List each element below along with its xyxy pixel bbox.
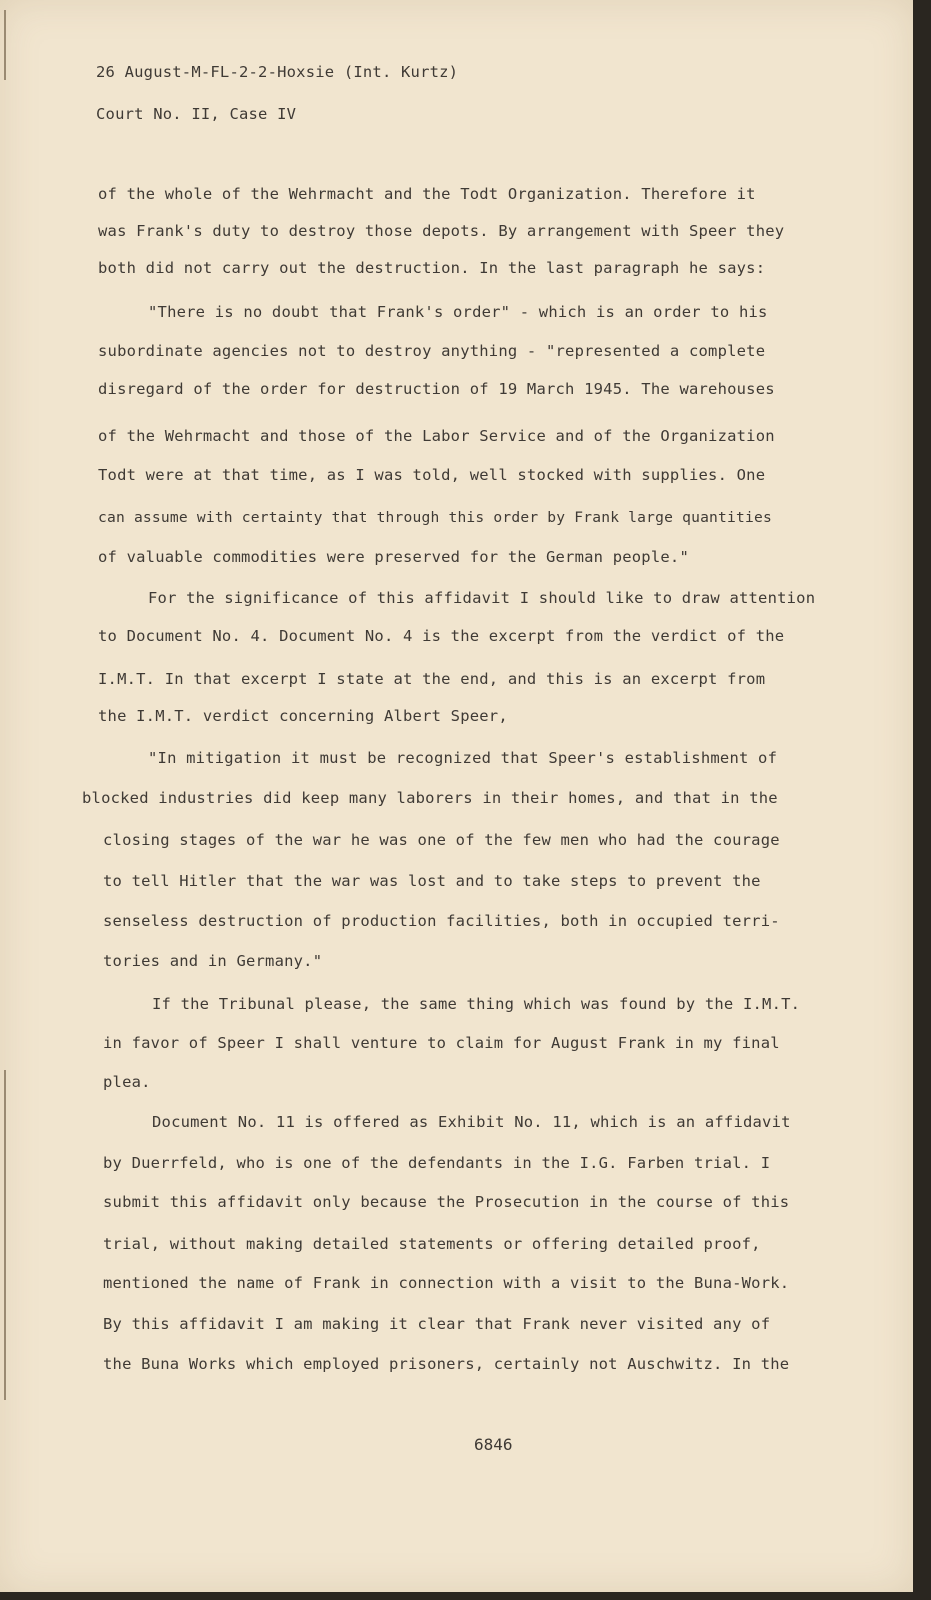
- binding-mark: [4, 1070, 6, 1400]
- body-line: I.M.T. In that excerpt I state at the end, and this is an excerpt from: [98, 670, 766, 688]
- body-line: blocked industries did keep many laborers in their homes, and that in the: [82, 789, 778, 807]
- body-line: of valuable commodities were preserved for the German people.": [98, 548, 689, 566]
- body-line: trial, without making detailed statements or offering detailed proof,: [103, 1235, 761, 1253]
- body-line: Document No. 11 is offered as Exhibit No. 11, which is an affidavit: [152, 1113, 791, 1131]
- body-line: If the Tribunal please, the same thing which was found by the I.M.T.: [152, 995, 801, 1013]
- scan-edge: [913, 0, 931, 1600]
- body-line: the I.M.T. verdict concerning Albert Speer,: [98, 707, 508, 725]
- body-line: was Frank's duty to destroy those depots. By arrangement with Speer they: [98, 222, 785, 240]
- body-line: tories and in Germany.": [103, 952, 323, 970]
- body-line: "There is no doubt that Frank's order" - which is an order to his: [148, 303, 768, 321]
- body-line: to Document No. 4. Document No. 4 is the excerpt from the verdict of the: [98, 627, 785, 645]
- body-line: mentioned the name of Frank in connection with a visit to the Buna-Work.: [103, 1274, 790, 1292]
- body-line: the Buna Works which employed prisoners, certainly not Auschwitz. In the: [103, 1355, 790, 1373]
- body-line: of the Wehrmacht and those of the Labor Service and of the Organization: [98, 427, 775, 445]
- header-line: 26 August-M-FL-2-2-Hoxsie (Int. Kurtz): [96, 63, 459, 81]
- body-line: can assume with certainty that through this order by Frank large quantities: [98, 509, 772, 526]
- body-line: plea.: [103, 1073, 151, 1091]
- header-line: Court No. II, Case IV: [96, 105, 297, 123]
- body-line: submit this affidavit only because the Prosecution in the course of this: [103, 1193, 790, 1211]
- body-line: By this affidavit I am making it clear that Frank never visited any of: [103, 1315, 771, 1333]
- page-number: 6846: [474, 1435, 513, 1454]
- body-line: disregard of the order for destruction of 19 March 1945. The warehouses: [98, 380, 775, 398]
- binding-mark: [4, 10, 6, 80]
- body-line: closing stages of the war he was one of the few men who had the courage: [103, 831, 780, 849]
- body-line: of the whole of the Wehrmacht and the Todt Organization. Therefore it: [98, 185, 756, 203]
- body-line: senseless destruction of production facilities, both in occupied terri-: [103, 912, 780, 930]
- body-line: Todt were at that time, as I was told, well stocked with supplies. One: [98, 466, 766, 484]
- scan-edge: [0, 1592, 931, 1600]
- body-line: by Duerrfeld, who is one of the defendants in the I.G. Farben trial. I: [103, 1154, 771, 1172]
- body-line: For the significance of this affidavit I should like to draw attention: [148, 589, 816, 607]
- body-line: both did not carry out the destruction. In the last paragraph he says:: [98, 259, 766, 277]
- body-line: "In mitigation it must be recognized that Speer's establishment of: [148, 749, 778, 767]
- body-line: in favor of Speer I shall venture to claim for August Frank in my final: [103, 1034, 780, 1052]
- body-line: to tell Hitler that the war was lost and to take steps to prevent the: [103, 872, 761, 890]
- body-line: subordinate agencies not to destroy anything - "represented a complete: [98, 342, 766, 360]
